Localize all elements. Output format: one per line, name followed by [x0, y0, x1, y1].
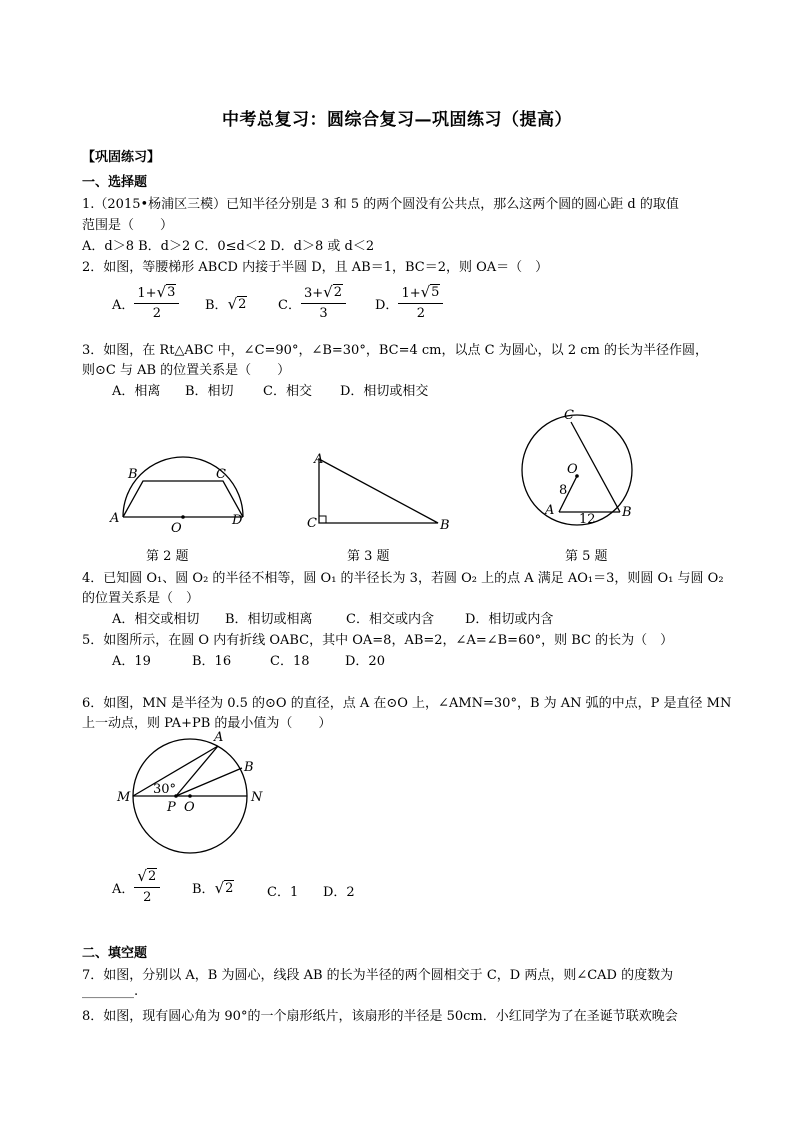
right-triangle — [319, 459, 438, 523]
label-m: M — [117, 790, 131, 805]
label-a: A — [545, 503, 555, 518]
option-label: B． — [205, 298, 228, 313]
radicand: 2 — [238, 296, 247, 312]
option-label: A． — [112, 297, 135, 313]
fig3-caption: 第 3 题 — [347, 549, 390, 564]
q6-line1: 6．如图，MN 是半径为 0.5 的⊙O 的直径，点 A 在⊙O 上，∠AMN=30°，B 为 AN 弧的中点，P 是直径 MN — [82, 696, 732, 711]
segment-bc — [571, 422, 620, 512]
q3-option-c: C．相交 — [263, 384, 312, 399]
numerator: 3+ — [303, 286, 324, 301]
label-c: C — [564, 408, 574, 423]
numerator: 1+ — [137, 286, 157, 301]
numerator: 1+ — [401, 286, 421, 301]
q6-option-b — [192, 878, 234, 897]
q1-line2: 范围是（ ） — [82, 218, 174, 233]
q4-option-c: C．相交或内含 — [346, 612, 434, 627]
denominator: 2 — [416, 306, 426, 321]
segment-pb — [176, 768, 242, 796]
label-c: C — [307, 516, 317, 531]
label-n: N — [251, 790, 263, 805]
q3-line1: 3．如图，在 Rt△ABC 中，∠C=90°，∠B=30°，BC=4 cm，以点 C 为圆心，以 2 cm 的长为半径作圆， — [82, 343, 708, 358]
sqrt-expr: √ 5 — [420, 283, 440, 301]
q6-line2: 上一动点，则 PA+PB 的最小值为（ ） — [82, 716, 332, 731]
q1-line1: 1.（2015•杨浦区三模）已知半径分别是 3 和 5 的两个圆没有公共点，那么这两个圆的圆心距 d 的取值 — [82, 197, 679, 212]
part2-heading: 二、填空题 — [82, 946, 148, 961]
sqrt-expr: √ 3 — [156, 283, 176, 301]
fig2-caption: 第 2 题 — [146, 549, 189, 564]
q7-line1: 7．如图，分别以 A，B 为圆心，线段 AB 的长为半径的两个圆相交于 C，D 两点，则∠CAD 的度数为 — [82, 968, 674, 983]
fraction — [301, 284, 346, 322]
part1-heading: 一、选择题 — [82, 175, 148, 190]
section-tag: 【巩固练习】 — [82, 150, 161, 165]
label-12: 12 — [579, 512, 596, 527]
q3-option-a: A．相离 — [112, 384, 161, 399]
q4-option-d: D．相切或内含 — [465, 612, 554, 627]
q4-option-b: B．相切或相离 — [225, 612, 313, 627]
q5-option-c: C．18 — [270, 654, 310, 669]
radicand: 2 — [147, 869, 157, 884]
q5-option-d: D．20 — [345, 654, 385, 669]
trapezoid — [123, 481, 243, 517]
right-angle-mark — [319, 516, 326, 523]
figure-3 — [300, 445, 460, 535]
label-angle: 30° — [153, 782, 177, 797]
sqrt-expr: √ 2 — [227, 294, 247, 313]
q6-option-d: D．2 — [323, 885, 355, 900]
fig5-caption: 第 5 题 — [565, 549, 608, 564]
label-8: 8 — [559, 483, 568, 498]
label-o: O — [567, 462, 578, 477]
semicircle-arc — [123, 457, 243, 517]
fraction — [134, 284, 179, 322]
fraction — [134, 868, 160, 906]
option-label: A． — [112, 881, 135, 897]
q5-stem: 5．如图所示，在圆 O 内有折线 OABC，其中 OA=8，AB=2，∠A=∠B=60°，则 BC 的长为（ ） — [82, 633, 674, 648]
q2-stem: 2．如图，等腰梯形 ABCD 内接于半圆 D，且 AB＝1，BC＝2，则 OA＝（ ） — [82, 260, 549, 275]
radicand: 3 — [167, 285, 176, 300]
q2-option-c — [278, 284, 346, 322]
radicand: 2 — [333, 285, 342, 300]
option-label: B． — [192, 882, 215, 897]
q6-option-c: C．1 — [267, 885, 299, 900]
denominator: 2 — [143, 890, 152, 905]
q2-option-d — [375, 284, 443, 322]
label-b: B — [128, 467, 138, 482]
center-o — [181, 515, 185, 519]
figure-2 — [105, 440, 255, 535]
q4-line2: 的位置关系是（ ） — [82, 591, 200, 606]
q6-option-a — [112, 868, 160, 906]
label-c: C — [216, 467, 226, 482]
label-o: O — [184, 800, 195, 815]
denominator: 2 — [152, 306, 162, 321]
q5-option-b: B．16 — [192, 654, 232, 669]
sqrt-expr: √ 2 — [214, 878, 234, 897]
label-b: B — [244, 760, 254, 775]
q4-line1: 4．已知圆 O₁、圆 O₂ 的半径不相等，圆 O₁ 的半径长为 3，若圆 O₂ 上的点 A 满足 AO₁＝3，则圆 O₁ 与圆 O₂ — [82, 571, 724, 586]
option-label: D． — [375, 297, 399, 313]
label-a: A — [314, 452, 324, 467]
label-b: B — [622, 505, 632, 520]
q1-options: A．d＞8 B．d＞2 C．0≤d＜2 D．d＞8 或 d＜2 — [82, 239, 375, 254]
label-d: D — [232, 513, 243, 528]
center-o — [188, 794, 192, 798]
label-p: P — [167, 800, 176, 815]
q2-option-b — [205, 294, 247, 313]
radicand: 2 — [225, 880, 234, 896]
fraction — [398, 284, 443, 322]
denominator: 3 — [319, 306, 328, 321]
figure-6 — [110, 725, 275, 875]
page-title: 中考总复习：圆综合复习—巩固练习（提高） — [222, 110, 572, 130]
q5-option-a: A．19 — [112, 654, 151, 669]
q2-option-a — [112, 284, 179, 322]
option-label: C． — [278, 297, 301, 313]
q4-option-a: A．相交或相切 — [112, 612, 200, 627]
q8-line1: 8．如图，现有圆心角为 90°的一个扇形纸片，该扇形的半径是 50cm．小红同学为了在圣诞节联欢晚会 — [82, 1009, 678, 1024]
sqrt-expr: √ 2 — [137, 867, 157, 885]
sqrt-expr: √ 2 — [323, 283, 342, 301]
q3-option-d: D．相切或相交 — [340, 384, 429, 399]
label-o: O — [171, 521, 182, 535]
q7-line2: ________. — [82, 984, 139, 999]
radicand: 5 — [431, 285, 440, 300]
q3-option-b: B．相切 — [185, 384, 234, 399]
label-a: A — [214, 730, 224, 745]
figure-5 — [515, 402, 645, 532]
label-a: A — [110, 511, 120, 526]
segment-pa — [176, 746, 218, 796]
q3-line2: 则⊙C 与 AB 的位置关系是（ ） — [82, 363, 291, 378]
label-b: B — [440, 518, 450, 533]
